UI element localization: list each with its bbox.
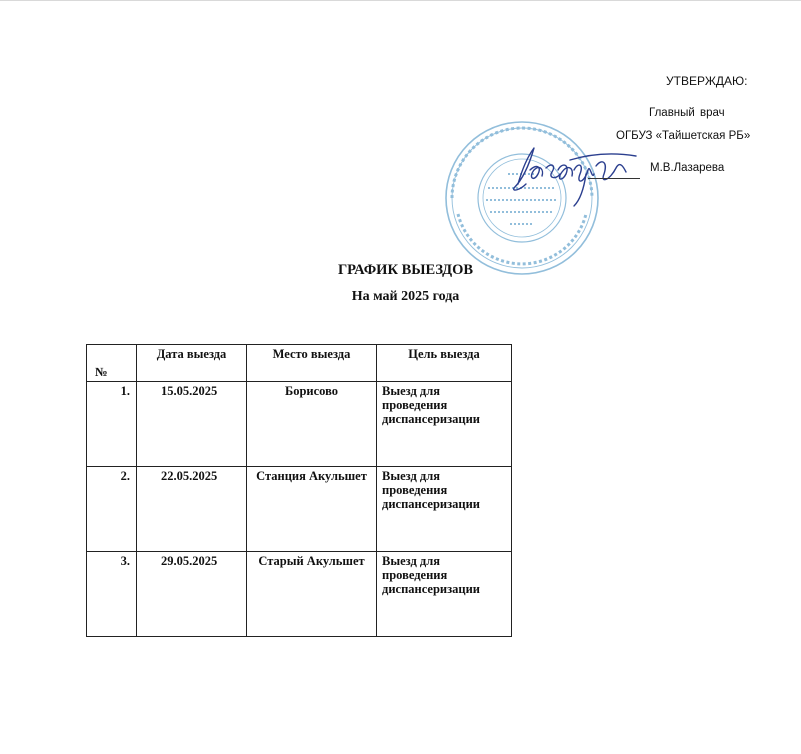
row-purpose: Выезд для проведения диспансеризации: [377, 382, 512, 467]
row-place: Станция Акульшет: [247, 467, 377, 552]
table-header-row: [87, 345, 512, 382]
approval-heading: УТВЕРЖДАЮ:: [666, 74, 748, 88]
row-date: 29.05.2025: [137, 552, 247, 637]
row-number: 1.: [87, 382, 137, 467]
header-number: №: [87, 345, 137, 382]
table-row: [87, 382, 512, 467]
schedule-table: [86, 344, 512, 637]
row-purpose: Выезд для проведения диспансеризации: [377, 467, 512, 552]
row-purpose: Выезд для проведения диспансеризации: [377, 552, 512, 637]
page-top-edge: [0, 0, 801, 1]
table-row: [87, 552, 512, 637]
approver-position: Главный врач: [649, 107, 725, 119]
row-date: 15.05.2025: [137, 382, 247, 467]
row-place: Борисово: [247, 382, 377, 467]
header-purpose: Цель выезда: [377, 345, 512, 382]
table-row: [87, 467, 512, 552]
handwritten-signature: [500, 140, 650, 210]
header-date: Дата выезда: [137, 345, 247, 382]
row-place: Старый Акульшет: [247, 552, 377, 637]
document-subtitle: На май 2025 года: [351, 289, 460, 304]
approver-organization: ОГБУЗ «Тайшетская РБ»: [616, 130, 751, 142]
header-place: Место выезда: [247, 345, 377, 382]
signature-line: [588, 178, 640, 179]
row-number: 3.: [87, 552, 137, 637]
approver-name: М.В.Лазарева: [650, 162, 725, 174]
document-title: ГРАФИК ВЫЕЗДОВ: [337, 262, 474, 278]
row-number: 2.: [87, 467, 137, 552]
row-date: 22.05.2025: [137, 467, 247, 552]
